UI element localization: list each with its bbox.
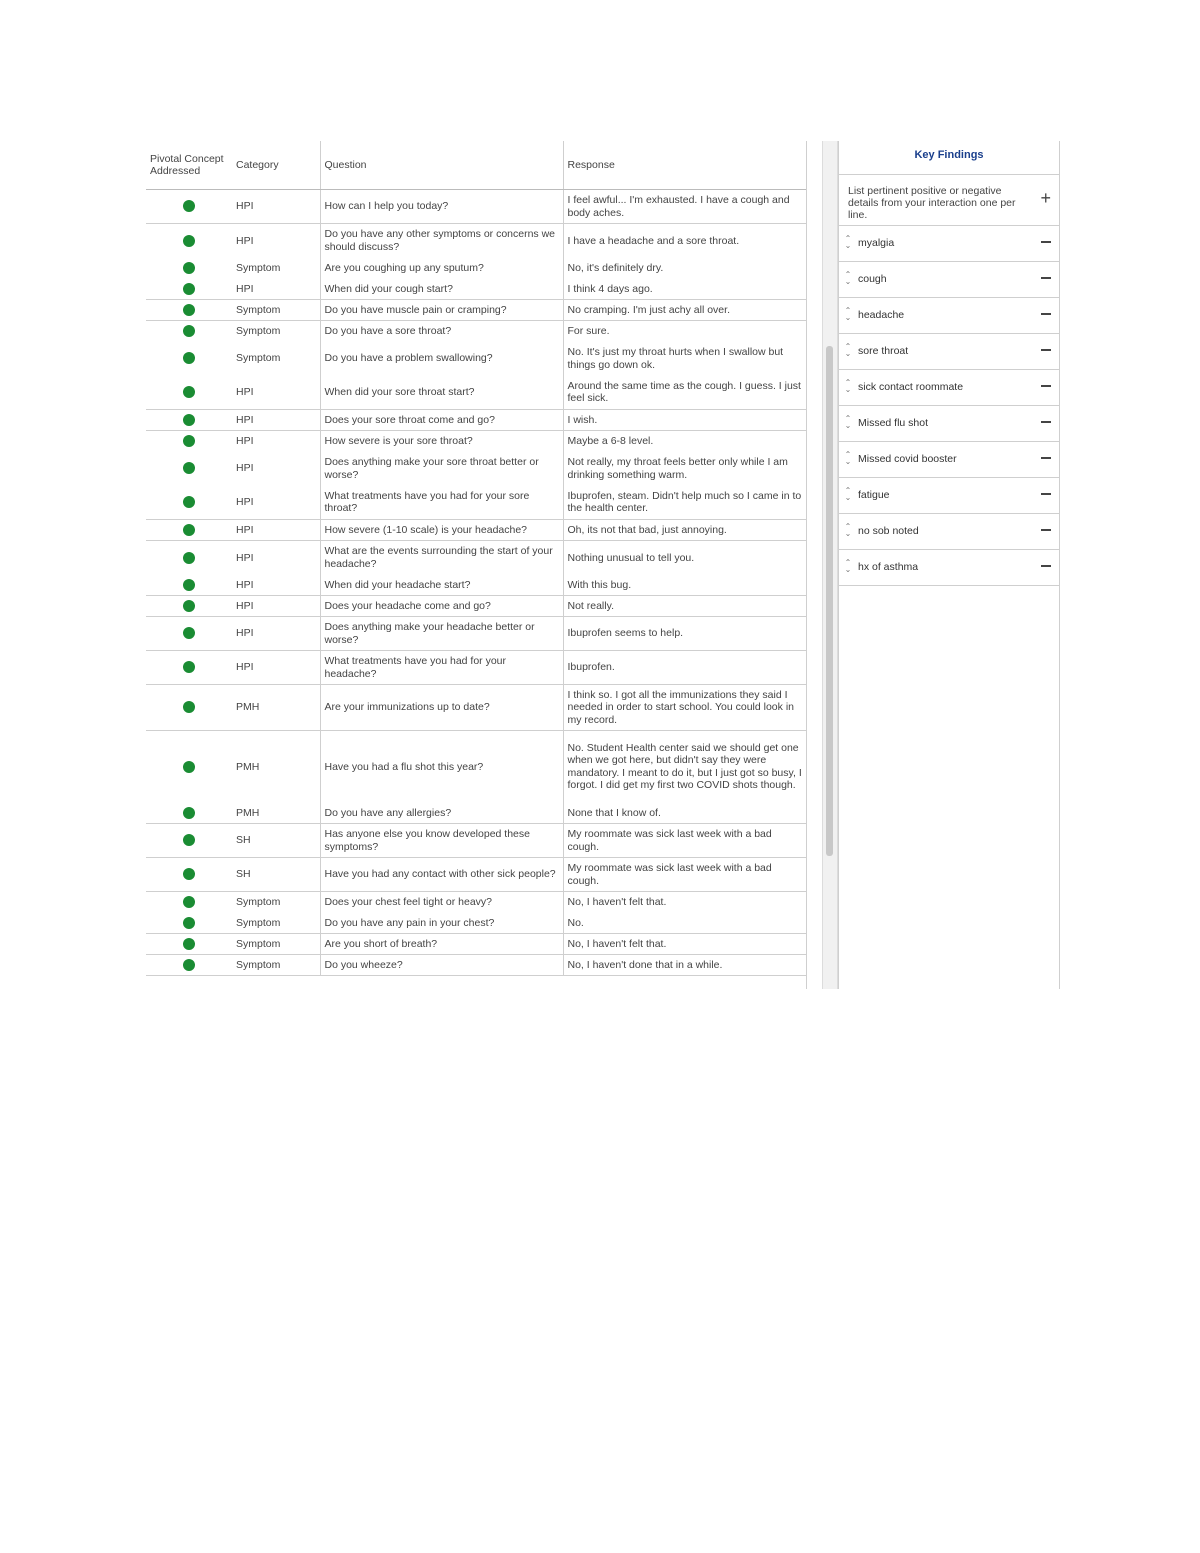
question-cell: How severe (1-10 scale) is your headache?: [320, 520, 563, 541]
response-cell: For sure.: [563, 321, 806, 342]
add-finding-button[interactable]: +: [1040, 188, 1051, 208]
category-cell: HPI: [232, 410, 320, 431]
pivotal-cell: [146, 190, 232, 224]
pivotal-cell: [146, 520, 232, 541]
category-cell: Symptom: [236, 896, 281, 908]
pivotal-cell: [146, 431, 232, 452]
table-row: [146, 541, 806, 575]
response-cell: With this bug.: [563, 575, 806, 596]
col-header-question: Question: [320, 141, 563, 190]
response-cell: I feel awful... I'm exhausted. I have a cough and body aches.: [563, 190, 806, 224]
table-row: [146, 651, 806, 685]
response-cell: My roommate was sick last week with a bad cough.: [563, 858, 806, 892]
remove-finding-button[interactable]: [1041, 493, 1051, 495]
question-cell: Does your headache come and go?: [320, 596, 563, 617]
category-cell: SH: [232, 824, 320, 858]
reorder-handle-icon[interactable]: ⌃ ⌄: [844, 414, 852, 430]
pivotal-cell: [146, 452, 232, 486]
pivotal-status-dot-icon: [183, 896, 195, 908]
key-finding-item[interactable]: [839, 262, 1059, 298]
pivotal-status-dot-icon: [183, 435, 195, 447]
table-row: [146, 575, 806, 596]
interview-table: [146, 141, 806, 976]
key-finding-item[interactable]: [839, 298, 1059, 334]
key-findings-list: [839, 226, 1059, 586]
pivotal-cell: [146, 955, 232, 976]
question-cell: Has anyone else you know developed these symptoms?: [320, 824, 563, 858]
table-row: [146, 913, 806, 934]
key-finding-item[interactable]: [839, 370, 1059, 406]
question-cell: Do you have any pain in your chest?: [320, 913, 563, 934]
response-cell: Maybe a 6-8 level.: [563, 431, 806, 452]
key-finding-label[interactable]: Missed covid booster: [858, 453, 957, 465]
table-row: [146, 934, 806, 955]
table-row: [146, 858, 806, 892]
category-cell: Symptom: [232, 300, 320, 321]
interview-table-body: [146, 190, 806, 976]
key-finding-label[interactable]: Missed flu shot: [858, 417, 929, 429]
remove-finding-button[interactable]: [1041, 565, 1051, 567]
category-cell: Symptom: [232, 913, 320, 934]
table-row: [146, 617, 806, 651]
pivotal-status-dot-icon: [183, 917, 195, 929]
question-cell: When did your headache start?: [320, 575, 563, 596]
question-cell: Does your sore throat come and go?: [320, 410, 563, 431]
remove-finding-button[interactable]: [1041, 277, 1051, 279]
pivotal-cell: [146, 486, 232, 520]
category-cell: PMH: [236, 760, 260, 773]
question-cell: Do you have muscle pain or cramping?: [320, 300, 563, 321]
category-cell: Symptom: [232, 934, 320, 955]
pivotal-status-dot-icon: [183, 868, 195, 880]
key-finding-item[interactable]: [839, 478, 1059, 514]
pivotal-status-dot-icon: [183, 414, 195, 426]
pivotal-cell: [146, 913, 232, 934]
category-cell: Symptom: [236, 352, 281, 365]
pivotal-status-dot-icon: [183, 325, 195, 337]
pivotal-cell: [146, 342, 232, 376]
pivotal-cell: [146, 279, 232, 300]
key-finding-item[interactable]: [839, 442, 1059, 478]
question-cell: How severe is your sore throat?: [320, 431, 563, 452]
category-cell: HPI: [232, 376, 320, 410]
question-cell: Are you short of breath?: [320, 934, 563, 955]
question-cell: Have you had any contact with other sick people?: [320, 858, 563, 892]
response-cell: Not really.: [563, 596, 806, 617]
category-cell: HPI: [232, 520, 320, 541]
category-cell: Symptom: [236, 261, 281, 274]
remove-finding-button[interactable]: [1041, 457, 1051, 459]
response-cell: I wish.: [563, 410, 806, 431]
case-workspace: [146, 141, 1058, 989]
response-cell: I think 4 days ago.: [563, 279, 806, 300]
remove-finding-button[interactable]: [1041, 241, 1051, 243]
pivotal-status-dot-icon: [183, 235, 195, 247]
key-finding-label[interactable]: myalgia: [858, 237, 895, 249]
response-cell: No.: [563, 913, 806, 934]
response-cell: None that I know of.: [563, 803, 806, 824]
reorder-handle-icon[interactable]: ⌃ ⌄: [844, 450, 852, 466]
reorder-handle-icon[interactable]: ⌃ ⌄: [844, 558, 852, 574]
pivotal-status-dot-icon: [183, 304, 195, 316]
remove-finding-button[interactable]: [1041, 529, 1051, 531]
pivotal-cell: [146, 541, 232, 575]
table-header-row: [146, 141, 806, 190]
pivotal-status-dot-icon: [183, 761, 195, 773]
category-cell: PMH: [232, 803, 320, 824]
question-cell: What are the events surrounding the start of your headache?: [320, 541, 563, 575]
pivotal-status-dot-icon: [183, 959, 195, 971]
category-cell: HPI: [232, 190, 320, 224]
question-cell: What treatments have you had for your sore throat?: [320, 486, 563, 520]
response-cell: No cramping. I'm just achy all over.: [563, 300, 806, 321]
question-cell: Do you have a sore throat?: [320, 321, 563, 342]
response-cell: No. Student Health center said we should get one when we got here, but didn't say they were mandatory. I meant to do it, but I just got so busy, I forgot. I did get my first two COVID shots though.: [563, 731, 806, 803]
response-cell: Nothing unusual to tell you.: [563, 541, 806, 575]
pivotal-status-dot-icon: [183, 462, 195, 474]
category-cell: Symptom: [232, 955, 320, 976]
question-cell: Are your immunizations up to date?: [320, 685, 563, 731]
remove-finding-button[interactable]: [1041, 349, 1051, 351]
pivotal-status-dot-icon: [183, 386, 195, 398]
response-cell: Ibuprofen, steam. Didn't help much so I came in to the health center.: [563, 486, 806, 520]
table-row: [146, 342, 806, 376]
pivotal-status-dot-icon: [183, 200, 195, 212]
category-cell: Symptom: [236, 325, 281, 337]
key-finding-label[interactable]: headache: [858, 309, 905, 321]
pivotal-cell: [146, 651, 232, 685]
pivotal-cell: [146, 617, 232, 651]
key-finding-label[interactable]: sick contact roommate: [858, 381, 964, 393]
category-cell: HPI: [236, 462, 254, 475]
question-cell: Do you have a problem swallowing?: [320, 342, 563, 376]
col-header-category: Category: [232, 141, 320, 190]
key-findings-title: Key Findings: [839, 141, 1059, 175]
category-cell: HPI: [232, 617, 320, 651]
table-row: [146, 300, 806, 321]
question-cell: When did your cough start?: [320, 279, 563, 300]
remove-finding-button[interactable]: [1041, 313, 1051, 315]
pivotal-status-dot-icon: [183, 600, 195, 612]
response-cell: Around the same time as the cough. I guess. I just feel sick.: [563, 376, 806, 410]
table-row: [146, 279, 806, 300]
pivotal-cell: [146, 224, 232, 258]
reorder-handle-icon[interactable]: ⌃ ⌄: [844, 270, 852, 286]
category-cell: HPI: [232, 651, 320, 685]
category-cell: HPI: [236, 435, 254, 447]
response-cell: Not really, my throat feels better only while I am drinking something warm.: [563, 452, 806, 486]
pivotal-status-dot-icon: [183, 661, 195, 673]
question-cell: Does anything make your sore throat better or worse?: [320, 452, 563, 486]
question-cell: Do you wheeze?: [320, 955, 563, 976]
pivotal-status-dot-icon: [183, 552, 195, 564]
question-cell: Have you had a flu shot this year?: [320, 731, 563, 803]
response-cell: No, it's definitely dry.: [563, 258, 806, 279]
category-cell: PMH: [232, 685, 320, 731]
pivotal-status-dot-icon: [183, 579, 195, 591]
reorder-handle-icon[interactable]: ⌃ ⌄: [844, 486, 852, 502]
table-row: [146, 431, 806, 452]
pivotal-cell: [146, 858, 232, 892]
pivotal-cell: [146, 731, 232, 803]
table-row: [146, 190, 806, 224]
reorder-handle-icon[interactable]: ⌃ ⌄: [844, 522, 852, 538]
question-cell: Do you have any allergies?: [320, 803, 563, 824]
question-cell: When did your sore throat start?: [320, 376, 563, 410]
question-cell: Does your chest feel tight or heavy?: [320, 892, 563, 913]
table-row: [146, 452, 806, 486]
table-row: [146, 824, 806, 858]
response-cell: No, I haven't felt that.: [563, 934, 806, 955]
pivotal-status-dot-icon: [183, 807, 195, 819]
pivotal-cell: [146, 803, 232, 824]
pivotal-status-dot-icon: [183, 701, 195, 713]
key-finding-label[interactable]: cough: [858, 273, 887, 285]
question-cell: Do you have any other symptoms or concerns we should discuss?: [320, 224, 563, 258]
key-finding-label[interactable]: hx of asthma: [858, 561, 919, 573]
pivotal-cell: [146, 934, 232, 955]
pivotal-cell: [146, 824, 232, 858]
table-row: [146, 410, 806, 431]
reorder-handle-icon[interactable]: ⌃ ⌄: [844, 378, 852, 394]
pivotal-status-dot-icon: [183, 496, 195, 508]
table-row: [146, 955, 806, 976]
table-row: [146, 321, 806, 342]
response-cell: Oh, its not that bad, just annoying.: [563, 520, 806, 541]
pivotal-cell: [146, 321, 232, 342]
key-finding-item[interactable]: [839, 334, 1059, 370]
category-cell: HPI: [236, 551, 254, 564]
pivotal-cell: [146, 685, 232, 731]
reorder-handle-icon[interactable]: ⌃ ⌄: [844, 306, 852, 322]
pivotal-status-dot-icon: [183, 262, 195, 274]
question-cell: How can I help you today?: [320, 190, 563, 224]
pivotal-status-dot-icon: [183, 352, 195, 364]
response-cell: Ibuprofen seems to help.: [563, 617, 806, 651]
response-cell: No. It's just my throat hurts when I swallow but things go down ok.: [563, 342, 806, 376]
table-row: [146, 376, 806, 410]
pivotal-status-dot-icon: [183, 938, 195, 950]
key-finding-label[interactable]: no sob noted: [858, 525, 919, 537]
pivotal-cell: [146, 892, 232, 913]
pivotal-status-dot-icon: [183, 627, 195, 639]
pivotal-cell: [146, 300, 232, 321]
pivotal-status-dot-icon: [183, 283, 195, 295]
category-cell: SH: [232, 858, 320, 892]
table-row: [146, 803, 806, 824]
pivotal-cell: [146, 376, 232, 410]
question-cell: Does anything make your headache better or worse?: [320, 617, 563, 651]
col-header-pivotal: Pivotal Concept Addressed: [146, 141, 232, 190]
category-cell: HPI: [232, 279, 320, 300]
col-header-response: Response: [563, 141, 806, 190]
reorder-handle-icon[interactable]: ⌃ ⌄: [844, 342, 852, 358]
remove-finding-button[interactable]: [1041, 385, 1051, 387]
table-row: [146, 685, 806, 731]
pivotal-cell: [146, 575, 232, 596]
response-cell: I have a headache and a sore throat.: [563, 224, 806, 258]
key-finding-label[interactable]: fatigue: [858, 489, 890, 501]
question-cell: Are you coughing up any sputum?: [320, 258, 563, 279]
pivotal-cell: [146, 258, 232, 279]
pivotal-status-dot-icon: [183, 524, 195, 536]
key-finding-item[interactable]: [839, 226, 1059, 262]
pivotal-status-dot-icon: [183, 834, 195, 846]
key-findings-input-row[interactable]: [839, 175, 1059, 226]
table-row: [146, 486, 806, 520]
table-row: [146, 596, 806, 617]
table-row: [146, 892, 806, 913]
key-findings-panel: [838, 141, 1060, 989]
key-finding-item[interactable]: [839, 550, 1059, 586]
table-row: [146, 731, 806, 803]
response-cell: My roommate was sick last week with a bad cough.: [563, 824, 806, 858]
interview-table-panel: [146, 141, 807, 989]
table-scrollbar[interactable]: [822, 141, 838, 989]
table-row: [146, 224, 806, 258]
key-finding-item[interactable]: [839, 406, 1059, 442]
response-cell: Ibuprofen.: [563, 651, 806, 685]
scrollbar-thumb[interactable]: [826, 346, 833, 856]
key-finding-label[interactable]: sore throat: [858, 345, 909, 357]
category-cell: HPI: [236, 234, 254, 247]
key-finding-item[interactable]: [839, 514, 1059, 550]
response-cell: I think so. I got all the immunizations they said I needed in order to start school. You could look in my record.: [563, 685, 806, 731]
response-cell: No, I haven't done that in a while.: [563, 955, 806, 976]
table-row: [146, 258, 806, 279]
remove-finding-button[interactable]: [1041, 421, 1051, 423]
key-findings-prompt: List pertinent positive or negative details from your interaction one per line.: [848, 185, 1016, 221]
category-cell: HPI: [232, 486, 320, 520]
category-cell: HPI: [232, 596, 320, 617]
reorder-handle-icon[interactable]: ⌃ ⌄: [844, 234, 852, 250]
category-cell: HPI: [232, 575, 320, 596]
response-cell: No, I haven't felt that.: [563, 892, 806, 913]
pivotal-cell: [146, 596, 232, 617]
table-row: [146, 520, 806, 541]
pivotal-cell: [146, 410, 232, 431]
question-cell: What treatments have you had for your headache?: [320, 651, 563, 685]
